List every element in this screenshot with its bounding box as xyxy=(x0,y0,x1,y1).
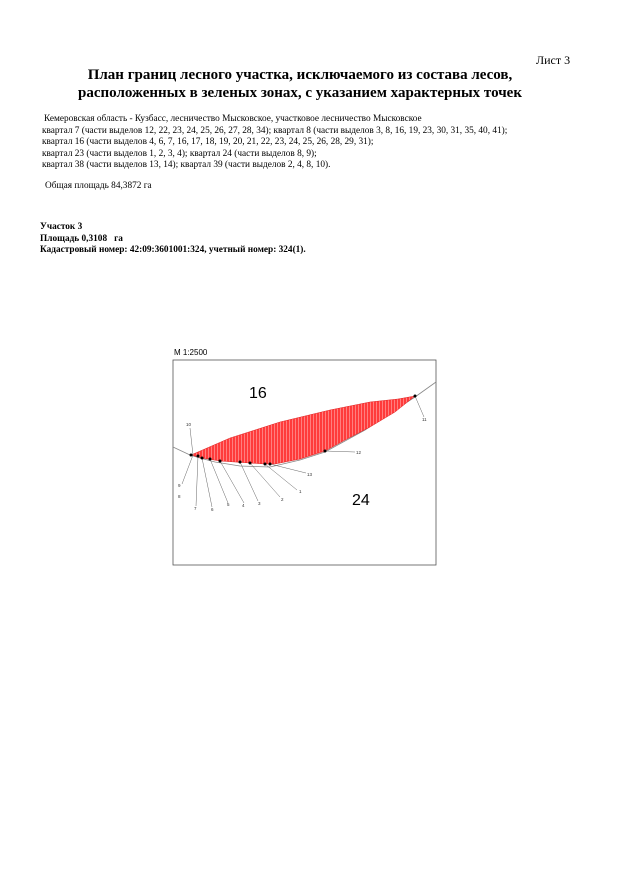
boundary-point xyxy=(414,395,417,398)
boundary-point xyxy=(190,454,193,457)
plot-name: Участок 3 xyxy=(40,222,83,232)
title-line-1: План границ лесного участка, исключаемого из состава лесов, xyxy=(87,67,513,83)
sheet-number: Лист 3 xyxy=(536,53,571,67)
quarter-label-16: 16 xyxy=(249,385,267,402)
boundary-point xyxy=(249,462,252,465)
boundary-point xyxy=(324,450,327,453)
point-label: 4 xyxy=(242,503,245,508)
map-scale: М 1:2500 xyxy=(174,348,208,357)
point-label: 11 xyxy=(422,417,427,422)
boundary-point xyxy=(239,461,242,464)
excluded-plot-area xyxy=(191,396,415,464)
point-label: 3 xyxy=(258,501,261,506)
location-quarter-line: квартал 38 (части выделов 13, 14); квартал 39 (части выделов 2, 4, 8, 10). xyxy=(42,160,331,170)
map-frame xyxy=(173,360,436,565)
point-label: 6 xyxy=(211,507,214,512)
title-line-2: расположенных в зеленых зонах, с указанием характерных точек xyxy=(78,85,522,101)
point-label: 2 xyxy=(281,497,284,502)
boundary-point xyxy=(219,460,222,463)
point-label: 9 xyxy=(178,483,181,488)
point-label: 10 xyxy=(186,422,192,427)
boundary-point xyxy=(201,457,204,460)
point-label: 12 xyxy=(356,450,362,455)
point-label: 13 xyxy=(307,472,313,477)
quarter-label-24: 24 xyxy=(352,492,370,509)
location-region: Кемеровская область - Кузбасс, лесничество Мысковское, участковое лесничество Мысковское xyxy=(44,114,422,124)
boundary-point xyxy=(209,458,212,461)
point-label: 7 xyxy=(194,506,197,511)
point-label: 5 xyxy=(227,502,230,507)
location-quarter-line: квартал 16 (части выделов 4, 6, 7, 16, 17, 18, 19, 20, 21, 22, 23, 24, 25, 26, 28, 29, 31); xyxy=(42,137,374,147)
location-quarter-line: квартал 7 (части выделов 12, 22, 23, 24, 25, 26, 27, 28, 34); квартал 8 (части выделов 3, 8, 16, 19, 23, 30, 31, 35, 40, 41); xyxy=(42,125,508,136)
plot-area: Площадь 0,3108 га xyxy=(40,233,123,244)
total-area: Общая площадь 84,3872 га xyxy=(45,181,152,191)
point-label: 8 xyxy=(178,494,181,499)
boundary-point xyxy=(264,463,267,466)
boundary-point xyxy=(197,455,200,458)
point-label: 1 xyxy=(299,489,302,494)
location-quarter-line: квартал 23 (части выделов 1, 2, 3, 4); квартал 24 (части выделов 8, 9); xyxy=(42,148,317,159)
boundary-point xyxy=(269,463,272,466)
plot-cadastral: Кадастровый номер: 42:09:3601001:324, учетный номер: 324(1). xyxy=(40,245,306,255)
